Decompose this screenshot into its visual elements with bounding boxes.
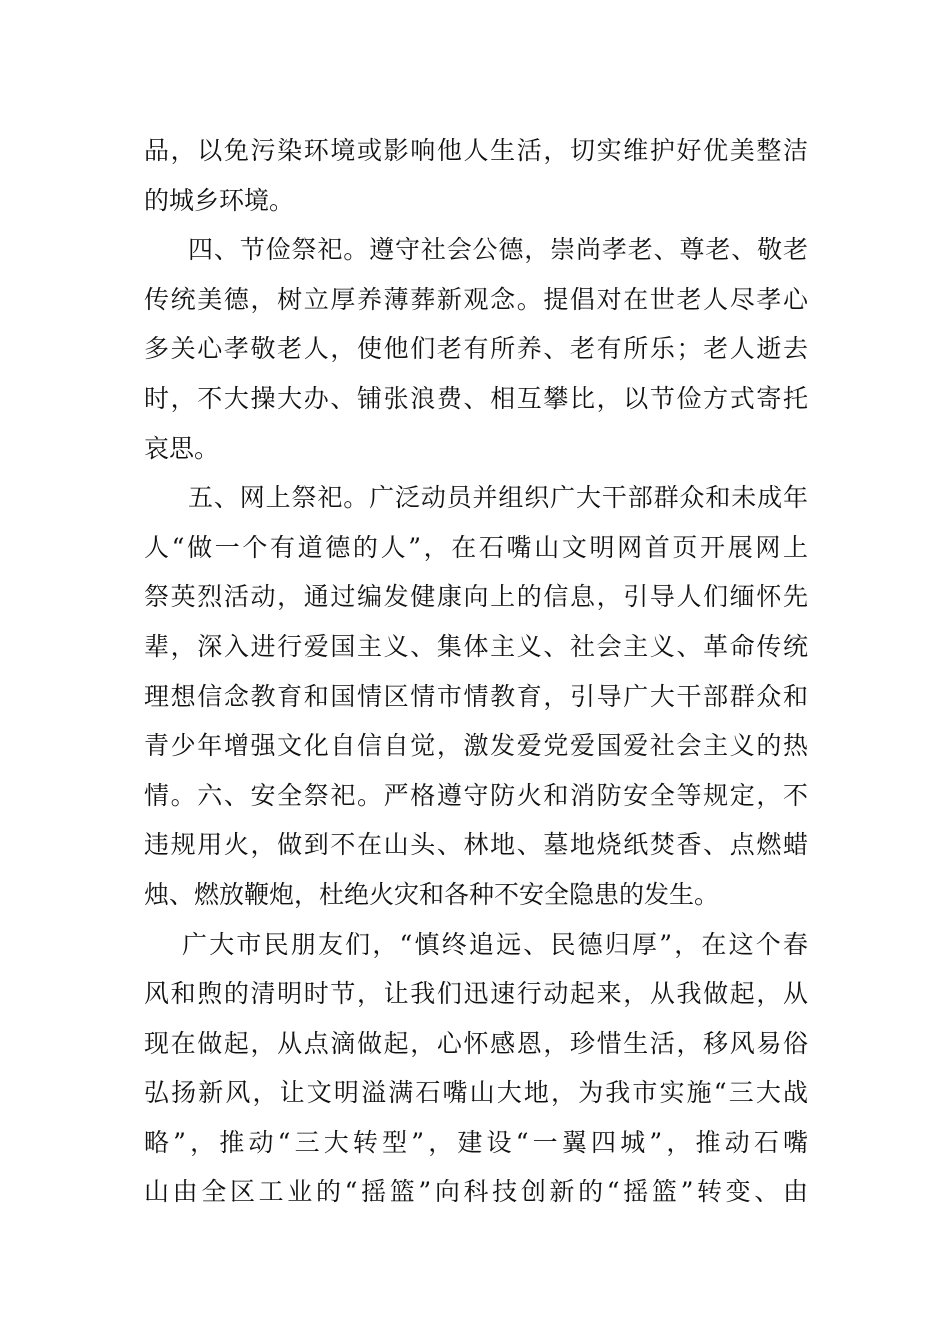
text-line: 违规用火，做到不在山头、林地、墓地烧纸焚香、点燃蜡 [144,830,808,860]
text-line: 广大市民朋友们，“慎终追远、民德归厚”，在这个春 [182,929,808,959]
text-line: 多关心孝敬老人，使他们老有所养、老有所乐；老人逝去 [144,334,808,364]
text-line: 人“做一个有道德的人”，在石嘴山文明网首页开展网上 [144,532,808,562]
text-line: 的城乡环境。 [144,185,295,215]
text-line: 情。六、安全祭祀。严格遵守防火和消防安全等规定，不 [144,780,808,810]
text-line: 四、节俭祭祀。遵守社会公德，崇尚孝老、尊老、敬老 [188,235,808,265]
text-line: 传统美德，树立厚养薄葬新观念。提倡对在世老人尽孝心 [144,284,808,314]
text-line: 时，不大操大办、铺张浪费、相互攀比，以节俭方式寄托 [144,383,808,413]
text-line: 弘扬新风，让文明溢满石嘴山大地，为我市实施“三大战 [144,1078,808,1108]
text-line: 辈，深入进行爱国主义、集体主义、社会主义、革命传统 [144,631,808,661]
text-line: 祭英烈活动，通过编发健康向上的信息，引导人们缅怀先 [144,582,808,612]
text-line: 品，以免污染环境或影响他人生活，切实维护好优美整洁 [144,136,808,165]
text-line: 风和煦的清明时节，让我们迅速行动起来，从我做起，从 [144,979,808,1009]
text-line: 烛、燃放鞭炮，杜绝火灾和各种不安全隐患的发生。 [144,879,720,909]
text-line: 略”，推动“三大转型”，建设“一翼四城”，推动石嘴 [144,1127,808,1157]
text-line: 哀思。 [144,433,220,463]
text-line: 山由全区工业的“摇篮”向科技创新的“摇篮”转变、由 [144,1177,808,1207]
document-body [144,126,808,1217]
text-line: 理想信念教育和国情区情市情教育，引导广大干部群众和 [144,681,808,711]
text-line: 五、网上祭祀。广泛动员并组织广大干部群众和未成年 [188,483,808,513]
text-line: 青少年增强文化自信自觉，激发爱党爱国爱社会主义的热 [144,731,808,761]
text-line: 现在做起，从点滴做起，心怀感恩，珍惜生活，移风易俗 [144,1028,808,1058]
